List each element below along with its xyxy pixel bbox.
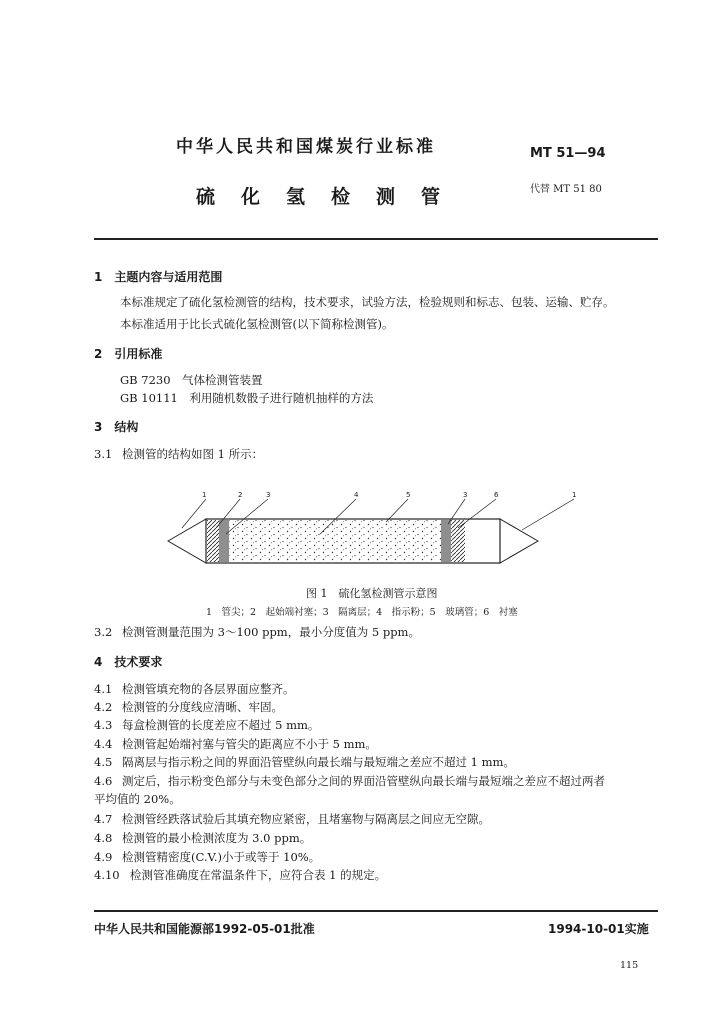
section-1-heading: 1 主题内容与适用范围 — [94, 270, 223, 284]
section-4-heading: 4 技术要求 — [94, 655, 163, 669]
clause-number: 3.2 — [94, 625, 113, 639]
clause-text: 每盒检测管的长度差应不超过 5 mm。 — [122, 718, 320, 732]
clause-number: 4.8 — [94, 831, 113, 845]
clause-number: 4.3 — [94, 718, 113, 732]
clause-number: 3.1 — [94, 447, 113, 461]
clause-number: 4.2 — [94, 700, 113, 714]
clause-text: 检测管经跌落试验后其填充物应紧密，且堵塞物与隔离层之间应无空隙。 — [122, 812, 490, 826]
clause-4-9 — [94, 849, 320, 865]
figure-label-isolation-left: 3 — [266, 491, 271, 499]
clause-text: 检测管准确度在常温条件下，应符合表 1 的规定。 — [130, 868, 387, 882]
detection-tube-diagram — [160, 488, 600, 580]
section-1-paragraph-1: 本标准规定了硫化氢检测管的结构，技术要求，试验方法，检验规则和标志、包装、运输、贮存。 — [120, 295, 615, 309]
clause-3-2 — [94, 624, 420, 640]
approval-line: 中华人民共和国能源部1992-05-01批准 — [94, 922, 315, 936]
end-plug — [451, 520, 465, 562]
isolation-layer-left — [219, 520, 229, 562]
clause-number: 4.6 — [94, 774, 113, 788]
tube-tip-left — [168, 519, 206, 563]
standard-category-title: 中华人民共和国煤炭行业标准 — [176, 137, 436, 157]
clause-text: 检测管的分度线应清晰、牢固。 — [122, 700, 283, 714]
clause-number: 4.9 — [94, 850, 113, 864]
indicator-powder — [229, 520, 441, 562]
clause-text: 隔离层与指示粉之间的界面沿管壁纵向最长端与最短端之差应不超过 1 mm。 — [122, 755, 515, 769]
tube-tip-right — [500, 519, 538, 563]
clause-text: 检测管测量范围为 3～100 ppm，最小分度值为 5 ppm。 — [122, 625, 420, 639]
clause-text: 测定后，指示粉变色部分与未变色部分之间的界面沿管壁纵向最长端与最短端之差应不超过两者 — [122, 774, 605, 788]
clause-number: 4.7 — [94, 812, 113, 826]
clause-4-1 — [94, 681, 295, 697]
clause-4-10 — [94, 867, 386, 883]
clause-4-7 — [94, 811, 490, 827]
replaces-note: 代替 MT 51 80 — [530, 184, 602, 195]
standard-code: MT 51—94 — [530, 146, 606, 161]
header-rule — [94, 238, 658, 240]
figure-caption: 图 1 硫化氢检测管示意图 — [306, 587, 438, 600]
clause-text: 检测管的最小检测浓度为 3.0 ppm。 — [122, 831, 312, 845]
figure-label-indicator: 4 — [354, 491, 359, 499]
clause-4-6 — [94, 773, 605, 789]
footer-rule — [94, 910, 658, 912]
clause-text: 检测管精密度(C.V.)小于或等于 10%。 — [122, 850, 321, 864]
figure-label-plug: 6 — [494, 491, 499, 499]
figure-label-start-plug: 2 — [238, 491, 243, 499]
clause-4-8 — [94, 830, 311, 846]
clause-text: 平均值的 20%。 — [94, 792, 181, 806]
isolation-layer-right — [441, 520, 451, 562]
figure-label-tip-right: 1 — [572, 491, 577, 499]
section-1-paragraph-2: 本标准适用于比长式硫化氢检测管(以下简称检测管)。 — [120, 317, 394, 331]
clause-number: 4.10 — [94, 868, 120, 882]
clause-text: 检测管填充物的各层界面应整齐。 — [122, 682, 295, 696]
clause-text: 检测管起始端衬塞与管尖的距离应不小于 5 mm。 — [122, 737, 377, 751]
figure-label-isolation-right: 3 — [463, 491, 468, 499]
effective-date: 1994-10-01实施 — [548, 922, 649, 936]
clause-4-5 — [94, 754, 515, 770]
clause-number: 4.5 — [94, 755, 113, 769]
section-2-heading: 2 引用标准 — [94, 347, 163, 361]
clause-number: 4.1 — [94, 682, 113, 696]
figure-label-tip-left: 1 — [202, 491, 207, 499]
section-3-heading: 3 结构 — [94, 420, 139, 434]
reference-2: GB 10111 利用随机数骰子进行随机抽样的方法 — [120, 391, 374, 405]
figure-legend: 1 管尖；2 起始端衬塞；3 隔离层；4 指示粉；5 玻璃管；6 衬塞 — [206, 607, 518, 618]
clause-3-1 — [94, 446, 263, 462]
clause-4-2 — [94, 699, 283, 715]
clause-4-6-continuation — [94, 791, 181, 807]
reference-1: GB 7230 气体检测管装置 — [120, 373, 263, 387]
figure-label-glass-tube: 5 — [406, 491, 411, 499]
clause-4-4 — [94, 736, 377, 752]
clause-text: 检测管的结构如图 1 所示： — [122, 447, 264, 461]
document-title: 硫化氢检测管 — [196, 186, 467, 208]
clause-number: 4.4 — [94, 737, 113, 751]
page-number: 115 — [620, 960, 639, 971]
clause-4-3 — [94, 717, 319, 733]
